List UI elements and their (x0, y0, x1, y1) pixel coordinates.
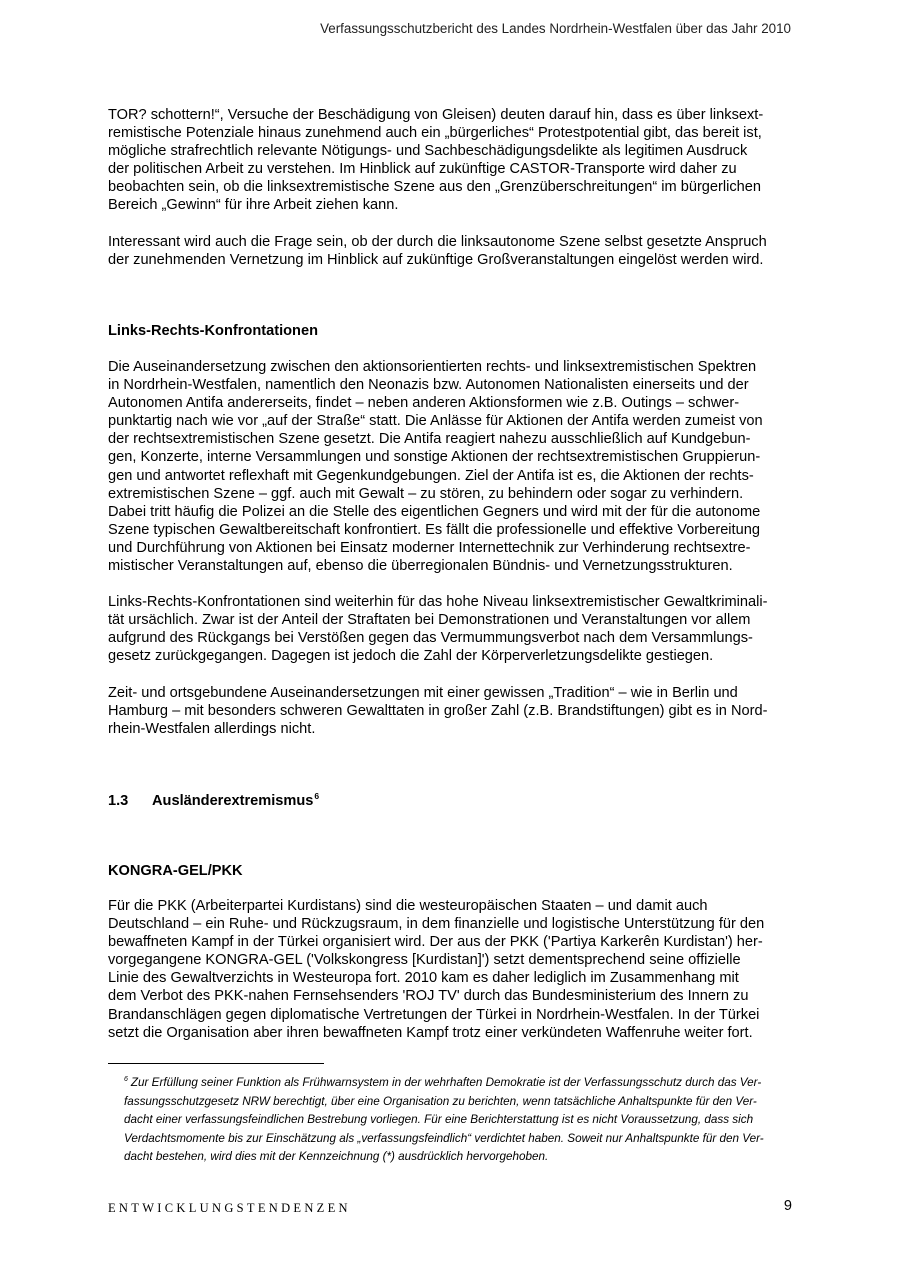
text-line: Deutschland – ein Ruhe- und Rückzugsraum, in dem finanzielle und logistische Unterstützung für den (108, 916, 765, 933)
text-line: TOR? schottern!“, Versuche der Beschädigung von Gleisen) deuten darauf hin, dass es über linksext- (108, 107, 764, 123)
footnote-line: dacht bestehen, wird dies mit der Kennzeichnung (*) ausdrücklich hervorgehoben. (124, 1150, 549, 1163)
section-number: 1.3 (108, 793, 129, 809)
footnote-line: Verdachtsmomente bis zur Einschätzung als „verfassungsfeindlich“ verdichtet haben. Soweit nur Anhaltspunkte für den Ver- (124, 1131, 764, 1145)
paragraph-auseinandersetzung (108, 358, 790, 575)
text-line: bewaffneten Kampf in der Türkei organisiert wird. Der aus der PKK ('Partiya Karkerên Kurdistan') her- (108, 934, 763, 951)
footnote-text: Zur Erfüllung seiner Funktion als Frühwarnsystem in der wehrhaften Demokratie ist der Verfassungsschutz durch das Ver- (130, 1076, 762, 1089)
footnote-line: fassungsschutzgesetz NRW berechtigt, über eine Organisation zu berichten, wenn tatsächliche Anhaltspunkte für den Ver- (124, 1094, 757, 1108)
text-line: gesetz zurückgegangen. Dagegen ist jedoch die Zahl der Körperverletzungsdelikte gestiegen. (108, 648, 714, 665)
paragraph-pkk (108, 897, 790, 1042)
text-line: gen und antwortet reflexhaft mit Gegenkundgebungen. Ziel der Antifa ist es, die Aktionen der rechts- (108, 467, 754, 484)
text-line: mistischer Veranstaltungen auf, ebenso die überregionalen Bündnis- und Vernetzungsstrukturen. (108, 558, 733, 575)
text-line: dem Verbot des PKK-nahen Fernsehsenders 'ROJ TV' durch das Bundesministerium des Innern zu (108, 988, 749, 1005)
paragraph-tradition (108, 684, 790, 738)
text-line: beobachten sein, ob die linksextremistische Szene aus den „Grenzüberschreitungen“ im bürgerlichen (108, 179, 762, 196)
text-line: aufgrund des Rückgangs bei Verstößen gegen das Vermummungsverbot nach dem Versammlungs- (108, 630, 753, 647)
text-line: Zeit- und ortsgebundene Auseinandersetzungen mit einer gewissen „Tradition“ – wie in Berlin und (108, 685, 738, 701)
text-line: Brandanschlägen gegen diplomatische Vertretungen der Türkei in Nordrhein-Westfalen. In der Türkei (108, 1006, 760, 1023)
text-line: extremistischen Szene – ggf. auch mit Gewalt – zu stören, zu behindern oder sogar zu verhindern. (108, 485, 744, 502)
section-heading-auslaenderextremismus (108, 792, 319, 810)
text-line: Dabei tritt häufig die Polizei an die Stelle des eigentlichen Gegners und wird mit der für die autonome (108, 503, 761, 520)
heading-links-rechts-konfrontationen: Links-Rechts-Konfrontationen (108, 323, 318, 339)
heading-kongra-gel-pkk: KONGRA-GEL/PKK (108, 863, 243, 879)
text-line: Szene typischen Gewaltbereitschaft konfrontiert. Es fällt die professionelle und effektive Vorbereitung (108, 521, 760, 538)
text-line: gen, Konzerte, interne Versammlungen und sonstige Aktionen der rechtsextremistischen Gruppierun- (108, 449, 761, 466)
text-line: rhein-Westfalen allerdings nicht. (108, 721, 316, 738)
text-line: Die Auseinandersetzung zwischen den aktionsorientierten rechts- und linksextremistischen Spektren (108, 359, 757, 375)
page-number: 9 (783, 1198, 792, 1214)
footnote-reference[interactable]: 6 (314, 791, 320, 802)
footer-chapter-label: ENTWICKLUNGSTENDENZEN (108, 1201, 351, 1215)
text-line: tät ursächlich. Zwar ist der Anteil der Straftaten bei Demonstrationen und Veranstaltungen vor allem (108, 612, 751, 629)
text-line: der zunehmenden Vernetzung im Hinblick auf zukünftige Großveranstaltungen eingelöst werden wird. (108, 252, 764, 269)
running-header: Verfassungsschutzbericht des Landes Nordrhein-Westfalen über das Jahr 2010 (320, 21, 791, 36)
text-line: Bereich „Gewinn“ für ihre Arbeit ziehen kann. (108, 197, 399, 214)
text-line: der politischen Arbeit zu verstehen. Im Hinblick auf zukünftige CASTOR-Transporte wird daher zu (108, 161, 737, 178)
paragraph-castor-protest (108, 106, 790, 215)
text-line: punktartig nach wie vor „auf der Straße“ statt. Die Anlässe für Aktionen der Antifa werden zumeist von (108, 413, 763, 430)
footnote-marker: 6 (124, 1076, 128, 1084)
text-line: remistische Potenziale hinaus zunehmend auch ein „bürgerliches“ Protestpotential gibt, das bereit ist, (108, 125, 762, 142)
text-line: Autonomen Antifa andererseits, findet – neben anderen Aktionsformen wie z.B. Outings – schwer- (108, 395, 740, 412)
footnote-line: dacht einer verfassungsfeindlichen Bestrebung vorliegen. Für eine Berichterstattung ist es nicht Voraussetzung, dass sich (124, 1113, 754, 1126)
text-line: Für die PKK (Arbeiterpartei Kurdistans) sind die westeuropäischen Staaten – und damit auch (108, 898, 708, 914)
text-line: in Nordrhein-Westfalen, namentlich den Neonazis bzw. Autonomen Nationalisten einerseits und der (108, 377, 749, 394)
text-line: Linie des Gewaltverzichts in Westeuropa fort. 2010 kam es daher lediglich im Zusammenhang mit (108, 970, 739, 987)
text-line: und Durchführung von Aktionen bei Einsatz moderner Internettechnik zur Verhinderung rechtsextre- (108, 539, 751, 556)
paragraph-gewaltkriminalitaet (108, 593, 790, 665)
text-line: Hamburg – mit besonders schweren Gewalttaten in großer Zahl (z.B. Brandstiftungen) gibt es in Nord- (108, 703, 768, 720)
text-line: setzt die Organisation aber ihren bewaffneten Kampf trotz einer verkündeten Waffenruhe weiter fort. (108, 1024, 753, 1041)
footnote (124, 1074, 790, 1167)
text-line: mögliche strafrechtlich relevante Nötigungs- und Sachbeschädigungsdelikte als legitimen Ausdruck (108, 143, 748, 160)
text-line: Links-Rechts-Konfrontationen sind weiterhin für das hohe Niveau linksextremistischer Gewaltkriminali- (108, 594, 768, 610)
text-line: Interessant wird auch die Frage sein, ob der durch die linksautonome Szene selbst gesetzte Anspruch (108, 234, 767, 250)
footnote-line (124, 1074, 790, 1093)
section-title: Ausländerextremismus (152, 793, 314, 809)
paragraph-vernetzung (108, 233, 790, 269)
footnote-separator (108, 1063, 324, 1064)
text-line: vorgegangene KONGRA-GEL ('Volkskongress [Kurdistan]') setzt dementsprechend seine offizielle (108, 952, 741, 969)
text-line: der rechtsextremistischen Szene gesetzt. Die Antifa reagiert nahezu ausschließlich auf Kundgebun- (108, 431, 751, 448)
